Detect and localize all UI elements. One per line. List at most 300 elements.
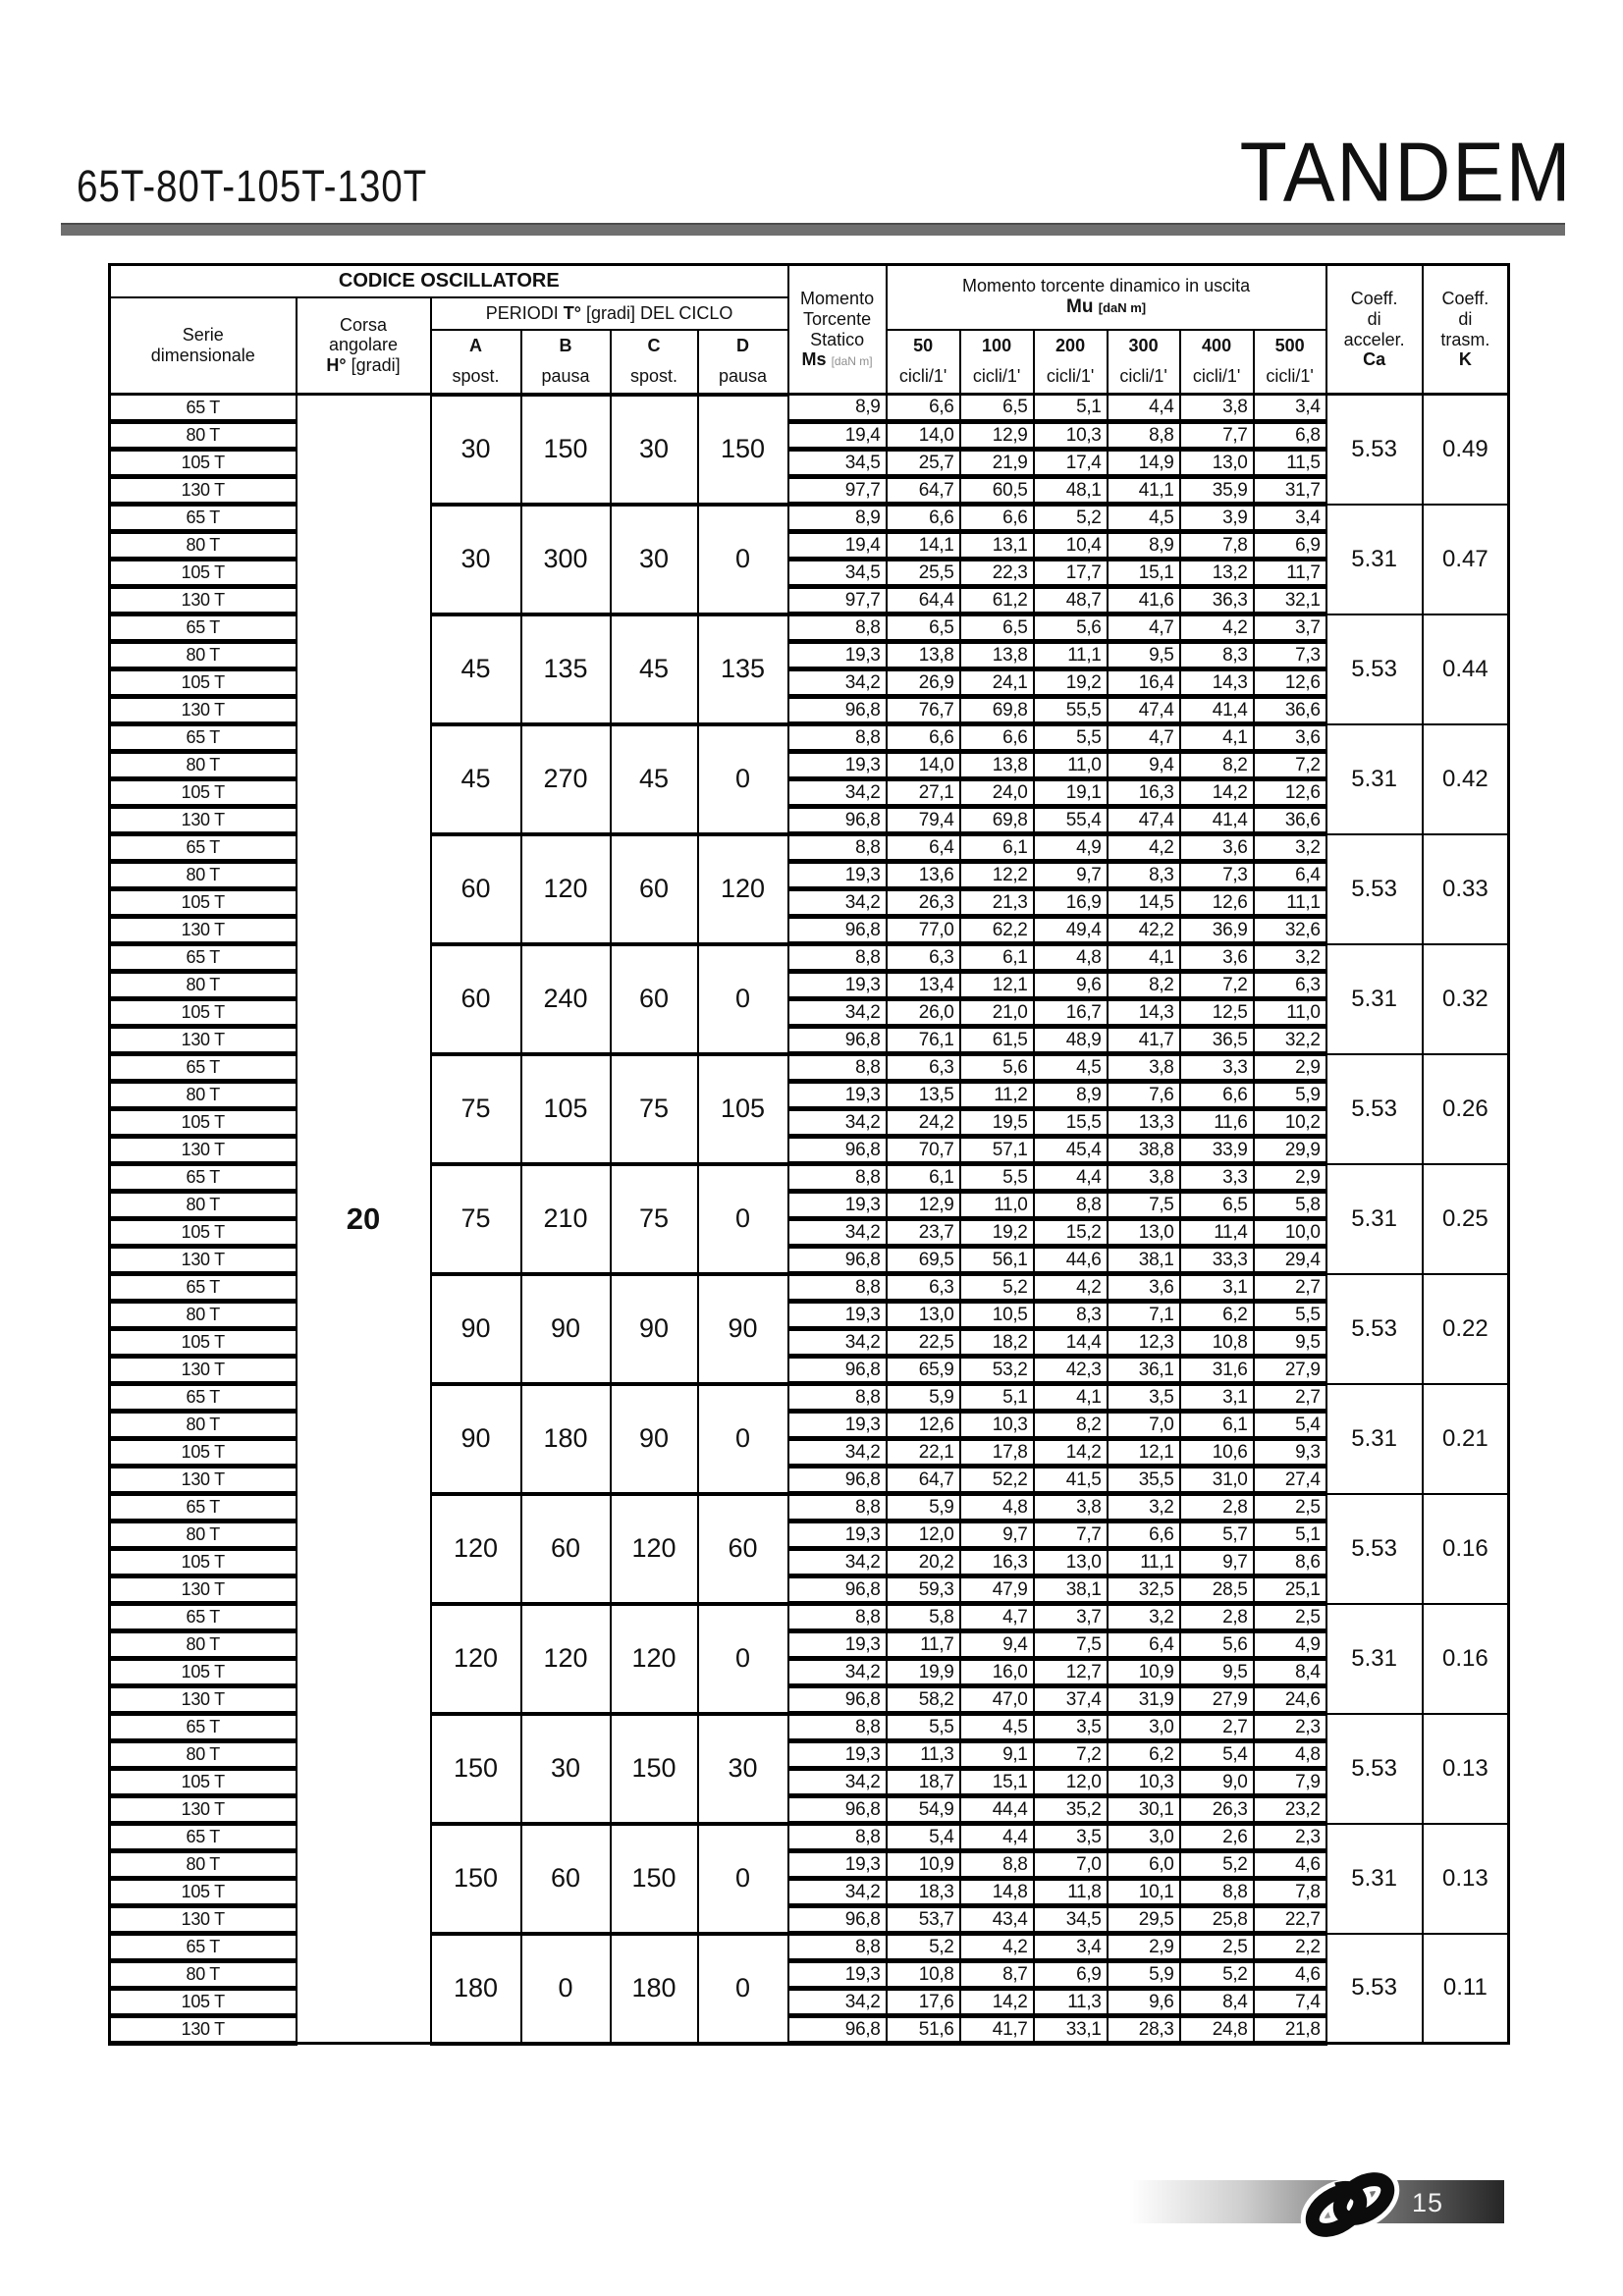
serie-cell: 80 T xyxy=(110,862,297,889)
mu-value-cell: 54,9 xyxy=(887,1796,960,1824)
mu-value-cell: 7,2 xyxy=(1034,1741,1108,1769)
mu-value-cell: 4,4 xyxy=(960,1824,1034,1851)
mu-value-cell: 47,4 xyxy=(1108,697,1180,724)
ca-header-line: di xyxy=(1367,308,1381,329)
mu-value-cell: 36,9 xyxy=(1180,917,1254,944)
mu-value-cell: 13,8 xyxy=(960,642,1034,669)
mu-value-cell: 42,3 xyxy=(1034,1357,1108,1384)
serie-cell: 105 T xyxy=(110,1549,297,1576)
mu-value-cell: 2,8 xyxy=(1180,1604,1254,1631)
mu-value-cell: 14,8 xyxy=(960,1879,1034,1906)
mu-value-cell: 4,2 xyxy=(1034,1274,1108,1302)
period-a-cell: 180 xyxy=(431,1934,521,2044)
serie-header-line: Serie xyxy=(182,325,224,346)
mu-value-cell: 19,1 xyxy=(1034,779,1108,807)
mu-value-cell: 6,0 xyxy=(1108,1851,1180,1879)
mu-value-cell: 41,1 xyxy=(1108,477,1180,505)
mu-value-cell: 25,5 xyxy=(887,560,960,587)
period-b-cell: 120 xyxy=(521,1604,611,1714)
period-d-cell: 0 xyxy=(698,1604,788,1714)
mu-value-cell: 69,5 xyxy=(887,1247,960,1274)
mu-header-title: Momento torcente dinamico in uscita xyxy=(962,276,1251,296)
mu-value-cell: 36,5 xyxy=(1180,1027,1254,1054)
mu-value-cell: 14,5 xyxy=(1108,889,1180,917)
ms-value-cell: 97,7 xyxy=(788,477,887,505)
ms-value-cell: 8,8 xyxy=(788,1934,887,1961)
mu-value-cell: 3,5 xyxy=(1034,1714,1108,1741)
period-d-cell: 0 xyxy=(698,505,788,614)
serie-cell: 80 T xyxy=(110,422,297,450)
mu-value-cell: 61,2 xyxy=(960,587,1034,614)
mu-value-cell: 5,8 xyxy=(887,1604,960,1631)
ms-unit: [daN m] xyxy=(831,354,873,369)
mu-value-cell: 47,9 xyxy=(960,1576,1034,1604)
serie-cell: 130 T xyxy=(110,1686,297,1714)
ms-value-cell: 8,8 xyxy=(788,614,887,642)
mu-value-cell: 2,2 xyxy=(1254,1934,1326,1961)
ms-value-cell: 96,8 xyxy=(788,1357,887,1384)
mu-value-cell: 62,2 xyxy=(960,917,1034,944)
mu-value-cell: 31,7 xyxy=(1254,477,1326,505)
mu-value-cell: 51,6 xyxy=(887,2016,960,2044)
mu-value-cell: 5,4 xyxy=(1254,1412,1326,1439)
mu-cicli-label: cicli/1' xyxy=(887,361,960,395)
mu-value-cell: 13,8 xyxy=(960,752,1034,779)
ms-value-cell: 8,8 xyxy=(788,1164,887,1192)
mu-value-cell: 6,3 xyxy=(1254,972,1326,999)
mu-value-cell: 6,1 xyxy=(1180,1412,1254,1439)
mu-value-cell: 3,2 xyxy=(1254,834,1326,862)
mu-value-cell: 5,2 xyxy=(1180,1851,1254,1879)
k-value-cell: 0.22 xyxy=(1423,1274,1509,1384)
ms-value-cell: 34,2 xyxy=(788,1769,887,1796)
mu-value-cell: 12,6 xyxy=(1254,779,1326,807)
period-c-cell: 90 xyxy=(611,1384,698,1494)
mu-value-cell: 8,9 xyxy=(1108,532,1180,560)
period-column-c-letter: C xyxy=(611,330,698,361)
mu-value-cell: 4,6 xyxy=(1254,1961,1326,1989)
mu-value-cell: 16,0 xyxy=(960,1659,1034,1686)
mu-value-cell: 3,6 xyxy=(1180,834,1254,862)
mu-value-cell: 12,7 xyxy=(1034,1659,1108,1686)
mu-value-cell: 12,2 xyxy=(960,862,1034,889)
mu-value-cell: 5,6 xyxy=(960,1054,1034,1082)
mu-cicli-label: cicli/1' xyxy=(1108,361,1180,395)
ca-header-line: Coeff. xyxy=(1350,289,1398,309)
mu-value-cell: 6,1 xyxy=(887,1164,960,1192)
mu-value-cell: 8,9 xyxy=(1034,1082,1108,1109)
mu-value-cell: 10,5 xyxy=(960,1302,1034,1329)
mu-value-cell: 4,1 xyxy=(1180,724,1254,752)
mu-value-cell: 29,5 xyxy=(1108,1906,1180,1934)
period-b-cell: 60 xyxy=(521,1494,611,1604)
serie-cell: 80 T xyxy=(110,1741,297,1769)
mu-value-cell: 7,8 xyxy=(1180,532,1254,560)
mu-value-cell: 2,5 xyxy=(1180,1934,1254,1961)
mu-value-cell: 11,2 xyxy=(960,1082,1034,1109)
mu-value-cell: 3,7 xyxy=(1034,1604,1108,1631)
mu-value-cell: 41,7 xyxy=(1108,1027,1180,1054)
mu-value-cell: 48,9 xyxy=(1034,1027,1108,1054)
period-d-cell: 0 xyxy=(698,1384,788,1494)
mu-value-cell: 8,7 xyxy=(960,1961,1034,1989)
mu-value-cell: 13,0 xyxy=(887,1302,960,1329)
serie-cell: 65 T xyxy=(110,834,297,862)
mu-value-cell: 76,7 xyxy=(887,697,960,724)
serie-cell: 65 T xyxy=(110,944,297,972)
mu-value-cell: 5,9 xyxy=(887,1384,960,1412)
mu-value-cell: 13,4 xyxy=(887,972,960,999)
ms-value-cell: 96,8 xyxy=(788,917,887,944)
mu-value-cell: 24,1 xyxy=(960,669,1034,697)
mu-value-cell: 38,1 xyxy=(1108,1247,1180,1274)
mu-value-cell: 52,2 xyxy=(960,1467,1034,1494)
period-column-b-letter: B xyxy=(521,330,611,361)
mu-value-cell: 5,5 xyxy=(1254,1302,1326,1329)
mu-value-cell: 3,4 xyxy=(1254,395,1326,422)
corsa-unit: [gradi] xyxy=(351,355,401,376)
mu-value-cell: 10,1 xyxy=(1108,1879,1180,1906)
serie-cell: 65 T xyxy=(110,1714,297,1741)
mu-unit: [daN m] xyxy=(1098,300,1147,316)
period-c-cell: 75 xyxy=(611,1164,698,1274)
mu-value-cell: 35,9 xyxy=(1180,477,1254,505)
mu-value-cell: 6,6 xyxy=(887,505,960,532)
mu-value-cell: 9,5 xyxy=(1180,1659,1254,1686)
mu-value-cell: 7,3 xyxy=(1180,862,1254,889)
mu-value-cell: 28,5 xyxy=(1180,1576,1254,1604)
mu-value-cell: 6,5 xyxy=(1180,1192,1254,1219)
mu-value-cell: 7,2 xyxy=(1180,972,1254,999)
mu-value-cell: 12,5 xyxy=(1180,999,1254,1027)
mu-value-cell: 64,7 xyxy=(887,477,960,505)
k-value-cell: 0.49 xyxy=(1423,395,1509,505)
periodi-symbol: T° xyxy=(563,302,581,323)
period-a-cell: 75 xyxy=(431,1054,521,1164)
mu-value-cell: 4,9 xyxy=(1254,1631,1326,1659)
mu-value-cell: 9,7 xyxy=(1034,862,1108,889)
mu-value-cell: 2,9 xyxy=(1108,1934,1180,1961)
mu-value-cell: 5,2 xyxy=(1034,505,1108,532)
mu-value-cell: 24,2 xyxy=(887,1109,960,1137)
mu-value-cell: 38,8 xyxy=(1108,1137,1180,1164)
period-a-cell: 90 xyxy=(431,1384,521,1494)
mu-value-cell: 13,3 xyxy=(1108,1109,1180,1137)
page-title-product: TANDEM xyxy=(1239,125,1572,219)
ms-value-cell: 96,8 xyxy=(788,697,887,724)
mu-value-cell: 17,6 xyxy=(887,1989,960,2016)
serie-cell: 65 T xyxy=(110,1494,297,1522)
serie-cell: 80 T xyxy=(110,532,297,560)
serie-cell: 65 T xyxy=(110,1824,297,1851)
ca-value-cell: 5.31 xyxy=(1326,1824,1423,1934)
mu-value-cell: 7,2 xyxy=(1254,752,1326,779)
ms-value-cell: 34,2 xyxy=(788,1329,887,1357)
mu-value-cell: 69,8 xyxy=(960,807,1034,834)
mu-value-cell: 4,4 xyxy=(1034,1164,1108,1192)
mu-value-cell: 13,0 xyxy=(1034,1549,1108,1576)
ca-symbol: Ca xyxy=(1363,349,1386,370)
mu-value-cell: 9,7 xyxy=(1180,1549,1254,1576)
mu-value-cell: 17,8 xyxy=(960,1439,1034,1467)
mu-value-cell: 32,2 xyxy=(1254,1027,1326,1054)
mu-value-cell: 5,2 xyxy=(960,1274,1034,1302)
mu-value-cell: 11,7 xyxy=(1254,560,1326,587)
mu-value-cell: 48,1 xyxy=(1034,477,1108,505)
period-b-cell: 60 xyxy=(521,1824,611,1934)
mu-value-cell: 22,1 xyxy=(887,1439,960,1467)
k-value-cell: 0.33 xyxy=(1423,834,1509,944)
ca-value-cell: 5.31 xyxy=(1326,1384,1423,1494)
mu-value-cell: 23,7 xyxy=(887,1219,960,1247)
mu-value-cell: 59,3 xyxy=(887,1576,960,1604)
period-a-cell: 45 xyxy=(431,724,521,834)
mu-value-cell: 14,2 xyxy=(1180,779,1254,807)
mu-value-cell: 19,2 xyxy=(1034,669,1108,697)
ms-value-cell: 19,3 xyxy=(788,1522,887,1549)
mu-value-cell: 3,0 xyxy=(1108,1824,1180,1851)
mu-value-cell: 12,9 xyxy=(960,422,1034,450)
table-body xyxy=(110,395,1509,2044)
ms-value-cell: 19,3 xyxy=(788,1851,887,1879)
period-b-cell: 270 xyxy=(521,724,611,834)
mu-value-cell: 9,0 xyxy=(1180,1769,1254,1796)
ms-value-cell: 96,8 xyxy=(788,1686,887,1714)
mu-value-cell: 26,0 xyxy=(887,999,960,1027)
mu-value-cell: 16,3 xyxy=(1108,779,1180,807)
serie-cell: 80 T xyxy=(110,972,297,999)
mu-value-cell: 9,3 xyxy=(1254,1439,1326,1467)
mu-value-cell: 27,9 xyxy=(1180,1686,1254,1714)
mu-value-cell: 12,0 xyxy=(887,1522,960,1549)
ca-value-cell: 5.31 xyxy=(1326,1604,1423,1714)
mu-value-cell: 14,0 xyxy=(887,422,960,450)
mu-value-cell: 14,9 xyxy=(1108,450,1180,477)
ms-value-cell: 19,3 xyxy=(788,1192,887,1219)
mu-value-cell: 21,8 xyxy=(1254,2016,1326,2044)
ms-symbol: Ms xyxy=(801,349,827,370)
mu-value-cell: 2,6 xyxy=(1180,1824,1254,1851)
mu-value-cell: 2,7 xyxy=(1254,1274,1326,1302)
period-b-cell: 180 xyxy=(521,1384,611,1494)
mu-value-cell: 5,4 xyxy=(1180,1741,1254,1769)
mu-value-cell: 18,3 xyxy=(887,1879,960,1906)
mu-value-cell: 11,8 xyxy=(1034,1879,1108,1906)
mu-value-cell: 2,7 xyxy=(1180,1714,1254,1741)
table-row xyxy=(110,395,1509,422)
k-value-cell: 0.47 xyxy=(1423,505,1509,614)
mu-value-cell: 14,4 xyxy=(1034,1329,1108,1357)
mu-value-cell: 2,9 xyxy=(1254,1164,1326,1192)
mu-value-cell: 11,0 xyxy=(1034,752,1108,779)
mu-value-cell: 6,4 xyxy=(1254,862,1326,889)
period-d-cell: 0 xyxy=(698,1934,788,2044)
serie-cell: 65 T xyxy=(110,1604,297,1631)
mu-value-cell: 7,8 xyxy=(1254,1879,1326,1906)
mu-value-cell: 16,3 xyxy=(960,1549,1034,1576)
mu-value-cell: 38,1 xyxy=(1034,1576,1108,1604)
mu-value-cell: 7,5 xyxy=(1034,1631,1108,1659)
mu-value-cell: 3,8 xyxy=(1108,1164,1180,1192)
k-value-cell: 0.13 xyxy=(1423,1714,1509,1824)
mu-value-cell: 36,1 xyxy=(1108,1357,1180,1384)
mu-value-cell: 30,1 xyxy=(1108,1796,1180,1824)
mu-value-cell: 13,2 xyxy=(1180,560,1254,587)
ms-value-cell: 8,8 xyxy=(788,1714,887,1741)
ca-value-cell: 5.31 xyxy=(1326,944,1423,1054)
mu-value-cell: 6,2 xyxy=(1108,1741,1180,1769)
mu-value-cell: 7,7 xyxy=(1034,1522,1108,1549)
mu-value-cell: 33,9 xyxy=(1180,1137,1254,1164)
ms-value-cell: 34,5 xyxy=(788,560,887,587)
mu-value-cell: 76,1 xyxy=(887,1027,960,1054)
mu-value-cell: 13,8 xyxy=(887,642,960,669)
mu-value-cell: 45,4 xyxy=(1034,1137,1108,1164)
mu-value-cell: 4,2 xyxy=(960,1934,1034,1961)
ca-value-cell: 5.53 xyxy=(1326,834,1423,944)
period-d-cell: 90 xyxy=(698,1274,788,1384)
mu-value-cell: 4,5 xyxy=(1108,505,1180,532)
ms-value-cell: 19,3 xyxy=(788,642,887,669)
mu-column-50: 50 xyxy=(887,330,960,361)
serie-cell: 65 T xyxy=(110,1274,297,1302)
mu-value-cell: 55,4 xyxy=(1034,807,1108,834)
mu-value-cell: 3,5 xyxy=(1108,1384,1180,1412)
mu-value-cell: 21,0 xyxy=(960,999,1034,1027)
mu-value-cell: 13,6 xyxy=(887,862,960,889)
mu-value-cell: 6,3 xyxy=(887,1054,960,1082)
mu-value-cell: 12,6 xyxy=(887,1412,960,1439)
periodi-ciclo-header xyxy=(431,297,788,330)
mu-value-cell: 5,4 xyxy=(887,1824,960,1851)
mu-value-cell: 3,6 xyxy=(1108,1274,1180,1302)
mu-value-cell: 11,4 xyxy=(1180,1219,1254,1247)
ms-value-cell: 8,8 xyxy=(788,724,887,752)
ca-value-cell: 5.53 xyxy=(1326,1714,1423,1824)
mu-value-cell: 6,9 xyxy=(1254,532,1326,560)
mu-cicli-label: cicli/1' xyxy=(1034,361,1108,395)
codice-oscillatore-header: CODICE OSCILLATORE xyxy=(110,265,788,297)
period-column-d-sub: pausa xyxy=(698,361,788,395)
mu-value-cell: 3,8 xyxy=(1108,1054,1180,1082)
mu-value-cell: 6,8 xyxy=(1254,422,1326,450)
mu-value-cell: 31,0 xyxy=(1180,1467,1254,1494)
mu-value-cell: 6,6 xyxy=(887,724,960,752)
period-c-cell: 45 xyxy=(611,614,698,724)
mu-value-cell: 10,2 xyxy=(1254,1109,1326,1137)
mu-value-cell: 41,4 xyxy=(1180,697,1254,724)
mu-value-cell: 57,1 xyxy=(960,1137,1034,1164)
ms-value-cell: 8,8 xyxy=(788,1824,887,1851)
k-value-cell: 0.16 xyxy=(1423,1604,1509,1714)
mu-value-cell: 6,4 xyxy=(1108,1631,1180,1659)
period-d-cell: 0 xyxy=(698,724,788,834)
mu-value-cell: 41,7 xyxy=(960,2016,1034,2044)
mu-value-cell: 4,4 xyxy=(1108,395,1180,422)
mu-value-cell: 21,9 xyxy=(960,450,1034,477)
mu-value-cell: 53,2 xyxy=(960,1357,1034,1384)
mu-value-cell: 7,3 xyxy=(1254,642,1326,669)
mu-value-cell: 31,9 xyxy=(1108,1686,1180,1714)
mu-value-cell: 21,3 xyxy=(960,889,1034,917)
ca-value-cell: 5.53 xyxy=(1326,1494,1423,1604)
serie-cell: 80 T xyxy=(110,1082,297,1109)
mu-value-cell: 22,5 xyxy=(887,1329,960,1357)
serie-cell: 130 T xyxy=(110,917,297,944)
mu-value-cell: 25,7 xyxy=(887,450,960,477)
serie-cell: 130 T xyxy=(110,1467,297,1494)
ms-value-cell: 19,3 xyxy=(788,1302,887,1329)
period-d-cell: 150 xyxy=(698,395,788,505)
ms-value-cell: 34,2 xyxy=(788,1549,887,1576)
period-b-cell: 135 xyxy=(521,614,611,724)
mu-value-cell: 5,9 xyxy=(887,1494,960,1522)
mu-value-cell: 9,5 xyxy=(1108,642,1180,669)
mu-value-cell: 18,7 xyxy=(887,1769,960,1796)
mu-value-cell: 7,0 xyxy=(1108,1412,1180,1439)
serie-cell: 130 T xyxy=(110,1576,297,1604)
mu-value-cell: 2,5 xyxy=(1254,1494,1326,1522)
serie-cell: 105 T xyxy=(110,1439,297,1467)
mu-value-cell: 8,2 xyxy=(1034,1412,1108,1439)
mu-value-cell: 4,1 xyxy=(1034,1384,1108,1412)
period-c-cell: 60 xyxy=(611,944,698,1054)
k-value-cell: 0.26 xyxy=(1423,1054,1509,1164)
mu-value-cell: 3,8 xyxy=(1180,395,1254,422)
serie-cell: 65 T xyxy=(110,1384,297,1412)
mu-value-cell: 8,2 xyxy=(1108,972,1180,999)
mu-value-cell: 19,9 xyxy=(887,1659,960,1686)
serie-cell: 65 T xyxy=(110,505,297,532)
period-a-cell: 75 xyxy=(431,1164,521,1274)
serie-cell: 80 T xyxy=(110,752,297,779)
mu-value-cell: 9,6 xyxy=(1034,972,1108,999)
coeff-trasm-header xyxy=(1423,265,1509,395)
mu-value-cell: 14,3 xyxy=(1180,669,1254,697)
mu-value-cell: 58,2 xyxy=(887,1686,960,1714)
period-c-cell: 60 xyxy=(611,834,698,944)
mu-value-cell: 26,9 xyxy=(887,669,960,697)
ms-value-cell: 96,8 xyxy=(788,1027,887,1054)
title-underline-bar xyxy=(61,223,1565,236)
ms-value-cell: 8,8 xyxy=(788,1604,887,1631)
serie-cell: 65 T xyxy=(110,1054,297,1082)
serie-cell: 130 T xyxy=(110,697,297,724)
ca-value-cell: 5.31 xyxy=(1326,505,1423,614)
corsa-header-line: Corsa xyxy=(339,314,387,335)
mu-value-cell: 4,6 xyxy=(1254,1851,1326,1879)
mu-value-cell: 13,0 xyxy=(1180,450,1254,477)
mu-value-cell: 4,8 xyxy=(960,1494,1034,1522)
ms-value-cell: 96,8 xyxy=(788,1796,887,1824)
ms-value-cell: 19,3 xyxy=(788,1741,887,1769)
mu-value-cell: 5,9 xyxy=(1108,1961,1180,1989)
ms-value-cell: 19,4 xyxy=(788,532,887,560)
mu-column-100: 100 xyxy=(960,330,1034,361)
mu-value-cell: 8,8 xyxy=(960,1851,1034,1879)
mu-value-cell: 5,5 xyxy=(960,1164,1034,1192)
period-d-cell: 0 xyxy=(698,944,788,1054)
page-number: 15 xyxy=(1412,2188,1444,2217)
periodi-text: [gradi] DEL CICLO xyxy=(585,302,733,323)
mu-value-cell: 4,2 xyxy=(1108,834,1180,862)
k-header-line: Coeff. xyxy=(1441,289,1489,309)
mu-value-cell: 47,0 xyxy=(960,1686,1034,1714)
mu-value-cell: 3,7 xyxy=(1254,614,1326,642)
mu-value-cell: 3,8 xyxy=(1034,1494,1108,1522)
ms-value-cell: 19,3 xyxy=(788,752,887,779)
mu-value-cell: 6,4 xyxy=(887,834,960,862)
